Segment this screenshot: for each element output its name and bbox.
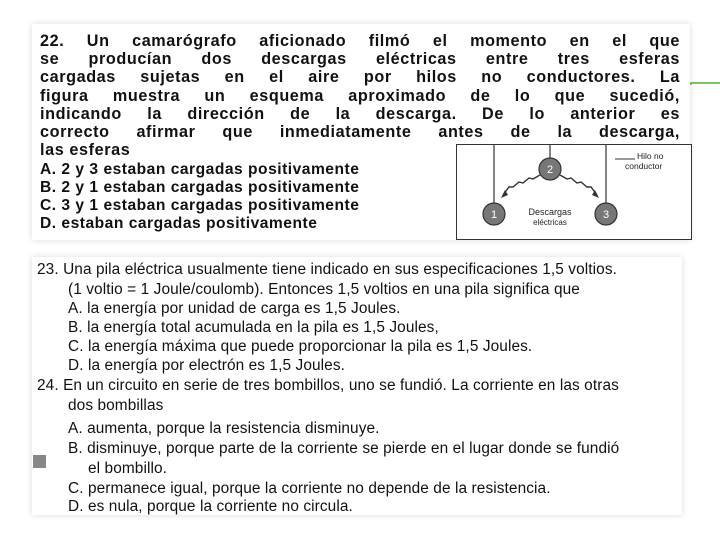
option-b[interactable]: B. la energía total acumulada en la pila es 1,5 Joules, (68, 319, 439, 336)
stem-line: indicando la dirección de la descarga. De lo anterior es (40, 104, 680, 123)
arrow-icon (501, 190, 508, 198)
question-23-stem: (1 voltio = 1 Joule/coulomb). Entonces 1,5 voltios en una pila significa que (68, 281, 580, 298)
stem-line: cargadas sujetas en el aire por hilos no conductores. La (40, 68, 680, 87)
stem-line: se producían dos descargas eléctricas entre tres esferas (40, 50, 680, 69)
discharge-label: eléctricas (533, 218, 567, 227)
discharge-label: Descargas (528, 207, 572, 217)
question-23-stem: 23. Una pila eléctrica usualmente tiene indicado en sus especificaciones 1,5 voltios. (37, 261, 617, 278)
discharge-bolt-left (503, 175, 540, 195)
question-24-stem: 24. En un circuito en serie de tres bombillos, uno se fundió. La corriente en las otras (37, 377, 619, 394)
question-22-card (32, 24, 690, 240)
option-a[interactable]: A. aumenta, porque la resistencia disminuye. (68, 420, 380, 437)
option-b-continuation: el bombillo. (88, 460, 168, 477)
option-a[interactable]: A. 2 y 3 estaban cargadas positivamente (40, 161, 360, 178)
option-b[interactable]: B. disminuye, porque parte de la corriente se pierde en el lugar donde se fundió (68, 440, 620, 457)
option-c[interactable]: C. permanece igual, porque la corriente no depende de la resistencia. (68, 480, 551, 497)
sphere-1-label: 1 (490, 209, 498, 221)
stem-line: 22. Un camarógrafo aficionado filmó el momento en el que (40, 32, 680, 50)
sphere-3-label: 3 (602, 209, 610, 221)
thread-label: Hilo no (637, 151, 664, 161)
option-d[interactable]: D. la energía por electrón es 1,5 Joules. (68, 357, 346, 374)
questions-23-24-card (32, 257, 682, 515)
question-22-stem (40, 32, 680, 159)
stem-line: figura muestra un esquema aproximado de lo que sucedió, (40, 86, 680, 105)
option-d[interactable]: D. es nula, porque la corriente no circula. (68, 498, 353, 515)
option-a[interactable]: A. la energía por unidad de carga es 1,5 Joules. (68, 300, 401, 317)
option-d[interactable]: D. estaban cargadas positivamente (40, 215, 318, 232)
option-c[interactable]: C. 3 y 1 estaban cargadas positivamente (40, 197, 360, 214)
arrow-icon (592, 190, 599, 198)
option-b[interactable]: B. 2 y 1 estaban cargadas positivamente (40, 179, 360, 196)
sphere-2-label: 2 (546, 164, 554, 176)
decorative-accent-line (690, 82, 720, 84)
thread-label: conductor (625, 161, 663, 171)
question-24-stem: dos bombillas (68, 397, 164, 414)
option-c[interactable]: C. la energía máxima que puede proporcionar la pila es 1,5 Joules. (68, 338, 533, 355)
stem-line: las esferas (40, 141, 131, 160)
gray-marker (33, 455, 46, 468)
discharge-bolt-right (560, 175, 597, 195)
discharge-diagram (456, 144, 692, 240)
stem-line: correcto afirmar que inmediatamente antes de la descarga, (40, 123, 680, 142)
